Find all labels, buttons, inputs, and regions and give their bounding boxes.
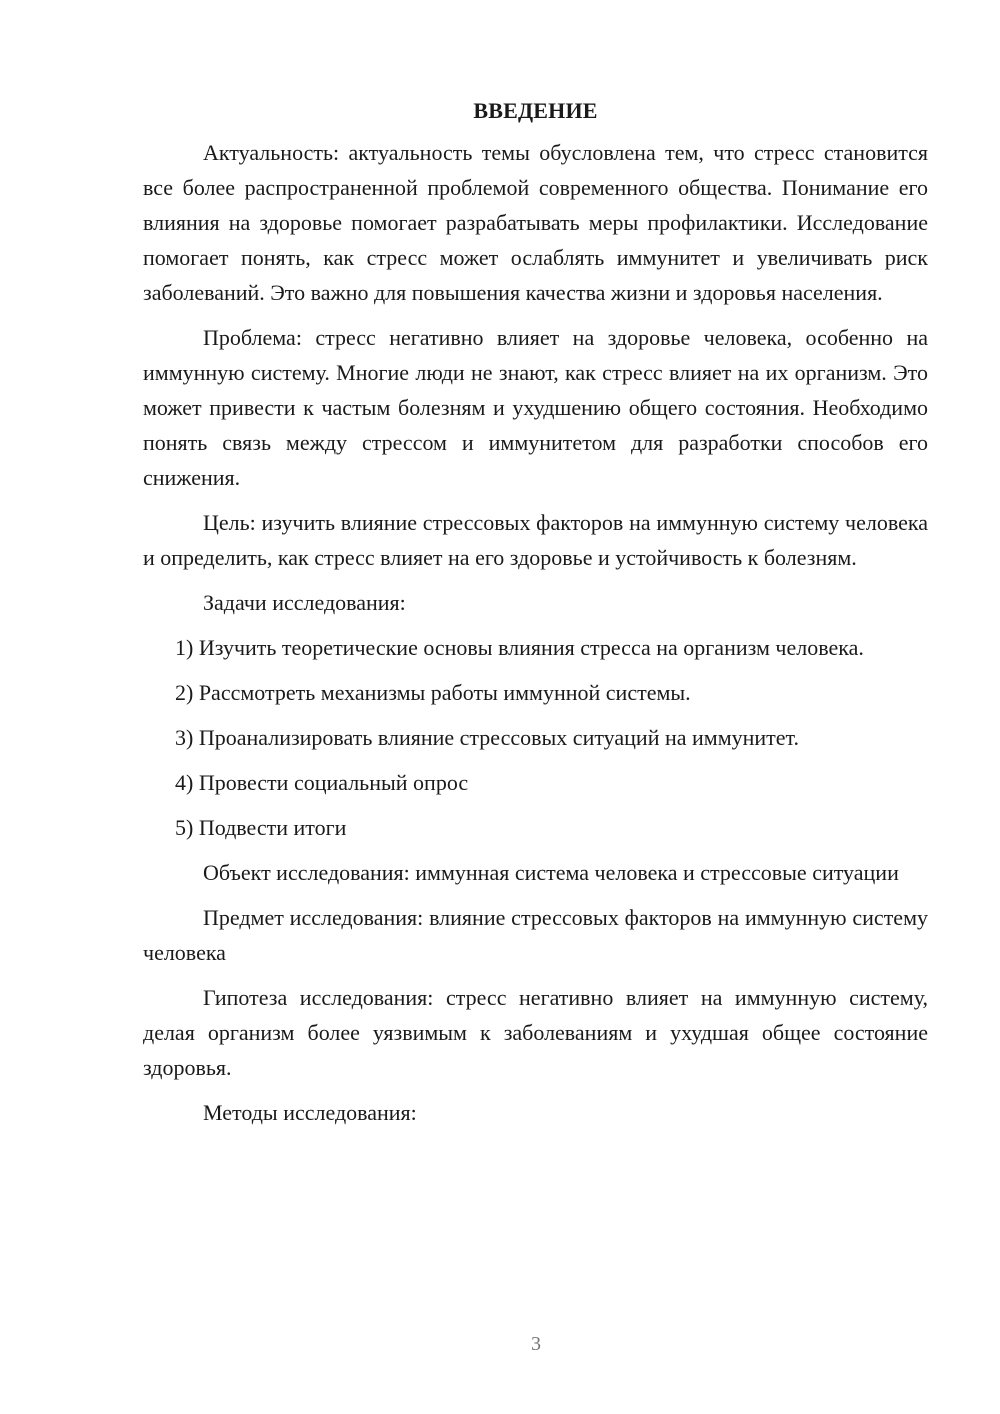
section-heading: ВВЕДЕНИЕ [473,98,598,123]
paragraph-tasks-title: Задачи исследования: [203,590,406,615]
paragraph-methods-title: Методы исследования: [203,1100,417,1125]
paragraph-subject: Предмет исследования: влияние стрессовых факторов на иммунную систему человека [143,905,928,965]
task-item-5: 5) Подвести итоги [175,815,347,840]
paragraph-problem: Проблема: стресс негативно влияет на здоровье человека, особенно на иммунную систему. Многие люди не знают, как стресс влияет на их организм. Это может привести к частым болезням и ухудшению общего состояния. Необходимо понять связь между стрессом и иммунитетом для разработки способов его снижения. [143,325,928,490]
task-item-3: 3) Проанализировать влияние стрессовых ситуаций на иммунитет. [175,725,800,750]
paragraph-goal: Цель: изучить влияние стрессовых факторов на иммунную систему человека и определить, как стресс влияет на его здоровье и устойчивость к болезням. [143,510,928,570]
document-page [143,95,928,1140]
paragraph-relevance: Актуальность: актуальность темы обусловлена тем, что стресс становится все более распространенной проблемой современного общества. Понимание его влияния на здоровье помогает разрабатывать меры профилактики. Исследование помогает понять, как стресс может ослаблять иммунитет и увеличивать риск заболеваний. Это важно для повышения качества жизни и здоровья населения. [143,140,928,305]
page-number: 3 [531,1333,541,1355]
task-item-4: 4) Провести социальный опрос [175,770,469,795]
paragraph-object: Объект исследования: иммунная система человека и стрессовые ситуации [203,860,899,885]
task-item-2: 2) Рассмотреть механизмы работы иммунной системы. [175,680,691,705]
task-item-1: 1) Изучить теоретические основы влияния стресса на организм человека. [175,635,864,660]
paragraph-hypothesis: Гипотеза исследования: стресс негативно влияет на иммунную систему, делая организм более уязвимым к заболеваниям и ухудшая общее состояние здоровья. [143,985,928,1080]
